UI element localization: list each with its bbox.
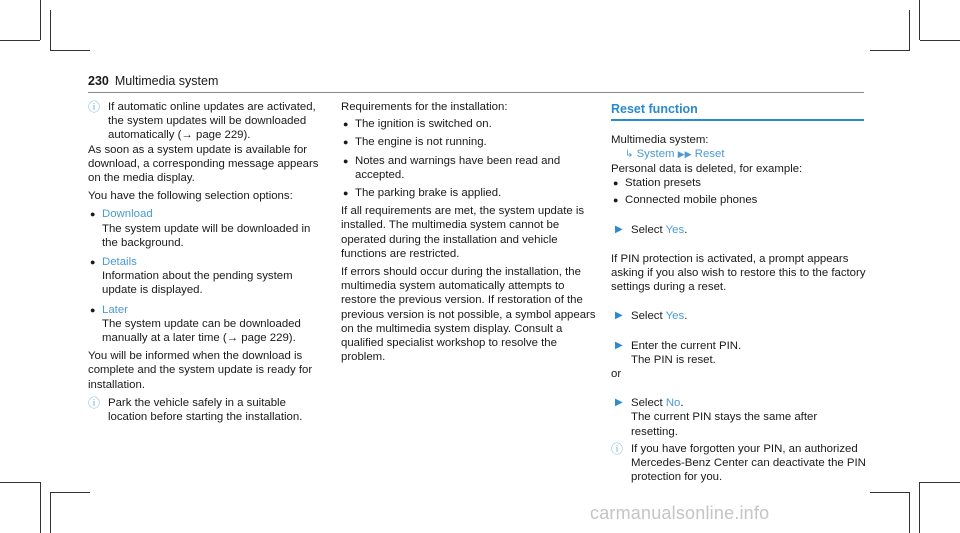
step: ▶ Select No. xyxy=(615,397,684,410)
list-item-desc: The system update will be downloaded in the background. xyxy=(102,222,311,249)
crop-mark xyxy=(0,482,40,483)
list-item: ● Connected mobile phones xyxy=(613,194,758,207)
crop-mark xyxy=(870,492,910,493)
note-text: If automatic online updates are activated, the system updates will be downloaded automatically (→ page 229). xyxy=(108,101,316,142)
note xyxy=(88,100,326,143)
list-item xyxy=(88,255,326,269)
list-item xyxy=(88,303,326,317)
menu-path-system[interactable]: System xyxy=(636,147,675,160)
bullet-icon: ● xyxy=(343,119,349,130)
list-item: ● The parking brake is applied. xyxy=(343,187,502,200)
crop-mark xyxy=(50,492,90,493)
double-chevron-icon: ▶▶ xyxy=(677,148,692,159)
paragraph: You will be informed when the download is complete and the system update is ready for installation. xyxy=(88,350,313,391)
step-arrow-icon: ▶ xyxy=(615,397,623,409)
paragraph: As soon as a system update is available for download, a corresponding message appears on the media display. xyxy=(88,143,319,185)
step: ▶ Enter the current PIN. xyxy=(615,339,742,352)
list-item-desc: The system update can be downloaded manually at a later time (→ page 229). xyxy=(102,317,301,345)
crop-mark xyxy=(909,492,910,533)
crop-mark xyxy=(919,482,920,533)
option-later-link[interactable]: Later xyxy=(102,303,128,316)
paragraph: Personal data is deleted, for example: xyxy=(611,163,803,175)
option-details-link[interactable]: Details xyxy=(102,256,137,269)
section-title: Reset function xyxy=(611,102,698,116)
bullet-icon: ● xyxy=(90,304,96,315)
step-arrow-icon: ▶ xyxy=(615,223,623,235)
bullet-icon: ● xyxy=(343,137,349,148)
list-item: ● The engine is not running. xyxy=(343,136,487,149)
crop-mark xyxy=(870,50,910,51)
info-icon: ⓘ xyxy=(611,441,624,456)
yes-link[interactable]: Yes xyxy=(665,310,685,323)
info-icon: ⓘ xyxy=(88,395,101,410)
step: ▶ Select Yes. xyxy=(615,310,688,323)
note xyxy=(88,396,326,424)
list-item xyxy=(88,207,326,221)
crop-mark xyxy=(920,40,960,41)
crop-mark xyxy=(40,482,41,533)
menu-path-reset[interactable]: Reset xyxy=(694,147,725,160)
bullet-icon: ● xyxy=(90,209,96,220)
crop-mark xyxy=(40,0,41,40)
return-arrow-icon: ↳ xyxy=(625,148,634,160)
paragraph: Multimedia system: xyxy=(611,133,709,146)
bullet-icon: ● xyxy=(343,155,349,166)
yes-link[interactable]: Yes xyxy=(665,223,685,236)
crop-mark xyxy=(50,10,51,50)
bullet-icon: ● xyxy=(613,195,619,206)
no-link[interactable]: No xyxy=(665,397,681,410)
page-number: 230 xyxy=(88,74,109,88)
paragraph: If all requirements are met, the system update is installed. The multimedia system cannot be operated during the installation and vehicle functions are restricted. xyxy=(341,205,585,260)
bullet-icon: ● xyxy=(343,188,349,199)
step-arrow-icon: ▶ xyxy=(615,310,623,322)
list-item: ● The ignition is switched on. xyxy=(343,118,492,131)
paragraph: Requirements for the installation: xyxy=(341,101,508,113)
column-right xyxy=(611,100,866,484)
watermark: carmanualsonline.info xyxy=(590,503,770,523)
paragraph: or xyxy=(611,368,622,381)
section-rule xyxy=(611,119,864,120)
list-item: ● Notes and warnings have been read and accepted. xyxy=(343,154,561,181)
note-text: If you have forgotten your PIN, an authorized Mercedes-Benz Center can deactivate the PIN protection for you. xyxy=(631,442,866,484)
list-item: ● Station presets xyxy=(613,177,701,190)
crop-mark xyxy=(50,492,51,533)
step-result: The PIN is reset. xyxy=(631,353,716,366)
menu-path xyxy=(611,147,866,162)
header-rule xyxy=(88,92,864,93)
info-icon: ⓘ xyxy=(88,100,101,114)
option-download-link[interactable]: Download xyxy=(102,208,153,221)
paragraph: You have the following selection options: xyxy=(88,190,293,203)
bullet-icon: ● xyxy=(613,178,619,189)
paragraph: If PIN protection is activated, a prompt appears asking if you also wish to restore this to the factory settings during a reset. xyxy=(611,252,866,294)
step-arrow-icon: ▶ xyxy=(615,339,623,351)
crop-mark xyxy=(0,40,40,41)
step-result: The current PIN stays the same after resetting. xyxy=(631,411,818,438)
step: ▶ Select Yes. xyxy=(615,223,688,236)
column-middle xyxy=(341,100,596,364)
crop-mark xyxy=(909,10,910,50)
paragraph: If errors should occur during the installation, the multimedia system automatically attempts to restore the previous version. If restoration of the previous version is not possible, a symbol appears on the multimedia system display. Consult a qualified specialist workshop to resolve the problem. xyxy=(341,266,596,364)
note xyxy=(611,442,866,485)
crop-mark xyxy=(919,0,920,40)
page-header xyxy=(88,72,864,94)
crop-mark xyxy=(920,482,960,483)
column-left xyxy=(88,100,326,424)
list-item-desc: Information about the pending system update is displayed. xyxy=(102,270,293,297)
note-text: Park the vehicle safely in a suitable location before starting the installation. xyxy=(108,396,303,424)
bullet-icon: ● xyxy=(90,257,96,268)
page-title: Multimedia system xyxy=(114,74,219,88)
crop-mark xyxy=(50,50,90,51)
